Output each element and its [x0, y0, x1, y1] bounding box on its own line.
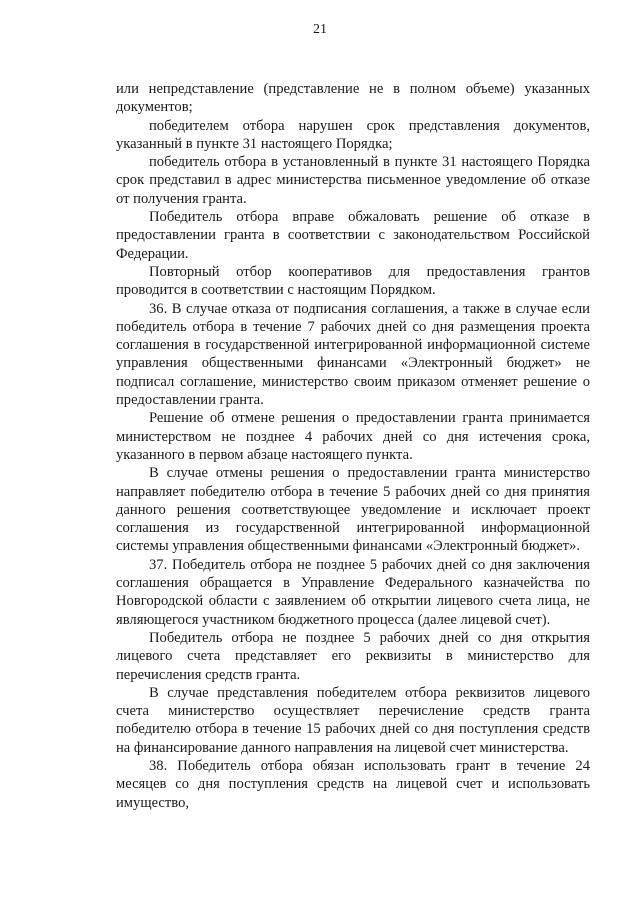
page-number: 21: [313, 22, 327, 37]
paragraph-continuation: или непредставление (представление не в полном объеме) указанных документов;: [116, 81, 590, 116]
paragraph-grant-transfer: В случае представления победителем отбора реквизитов лицевого счета министерство осуществляет перечисление средств гранта победителю отбора в течение 15 рабочих дней со дня поступления средств на финансирование данного направления на лицевой счет министерства.: [116, 684, 590, 756]
paragraph-item-38: 38. Победитель отбора обязан использовать грант в течение 24 месяцев со дня поступления средств на лицевой счет и использовать имущество,: [116, 757, 590, 811]
paragraph-refusal-notice: победитель отбора в установленный в пункте 31 настоящего Порядка срок представил в адрес министерства письменное уведомление об отказе от получения гранта.: [116, 154, 590, 207]
paragraph-appeal-right: Победитель отбора вправе обжаловать решение об отказе в предоставлении гранта в соответствии с законодательством Российской Федерации.: [116, 209, 590, 262]
document-body: [116, 80, 590, 812]
paragraph-cancellation-decision: Решение об отмене решения о предоставлении гранта принимается министерством не позднее 4 рабочих дней со дня истечения срока, указанного в первом абзаце настоящего пункта.: [116, 410, 590, 463]
paragraph-deadline-violated: победителем отбора нарушен срок представления документов, указанный в пункте 31 настоящего Порядка;: [116, 117, 590, 152]
paragraph-repeat-selection: Повторный отбор кооперативов для предоставления грантов проводится в соответствии с настоящим Порядком.: [116, 263, 590, 299]
paragraph-item-37: 37. Победитель отбора не позднее 5 рабочих дней со дня заключения соглашения обращается в Управление Федерального казначейства по Новгородской области с заявлением об открытии лицевого счета лица, не являющегося участником бюджетного процесса (далее лицевой счет).: [116, 556, 590, 628]
paragraph-account-details: Победитель отбора не позднее 5 рабочих дней со дня открытия лицевого счета представляет его реквизиты в министерство для перечисления средств гранта.: [116, 629, 590, 683]
paragraph-cancellation-notice: В случае отмены решения о предоставлении гранта министерство направляет победителю отбора в течение 5 рабочих дней со дня принятия данного решения соответствующее уведомление и исключает проект соглашения из государственной интегрированной информационной системы управления общественными финансами «Электронный бюджет».: [116, 465, 590, 555]
paragraph-item-36: 36. В случае отказа от подписания соглашения, а также в случае если победитель отбора в течение 7 рабочих дней со дня размещения проекта соглашения в государственной интегрированной информационной системе управления общественными финансами «Электронный бюджет» не подписал соглашение, министерство своим приказом отменяет решение о предоставлении гранта.: [116, 300, 590, 409]
